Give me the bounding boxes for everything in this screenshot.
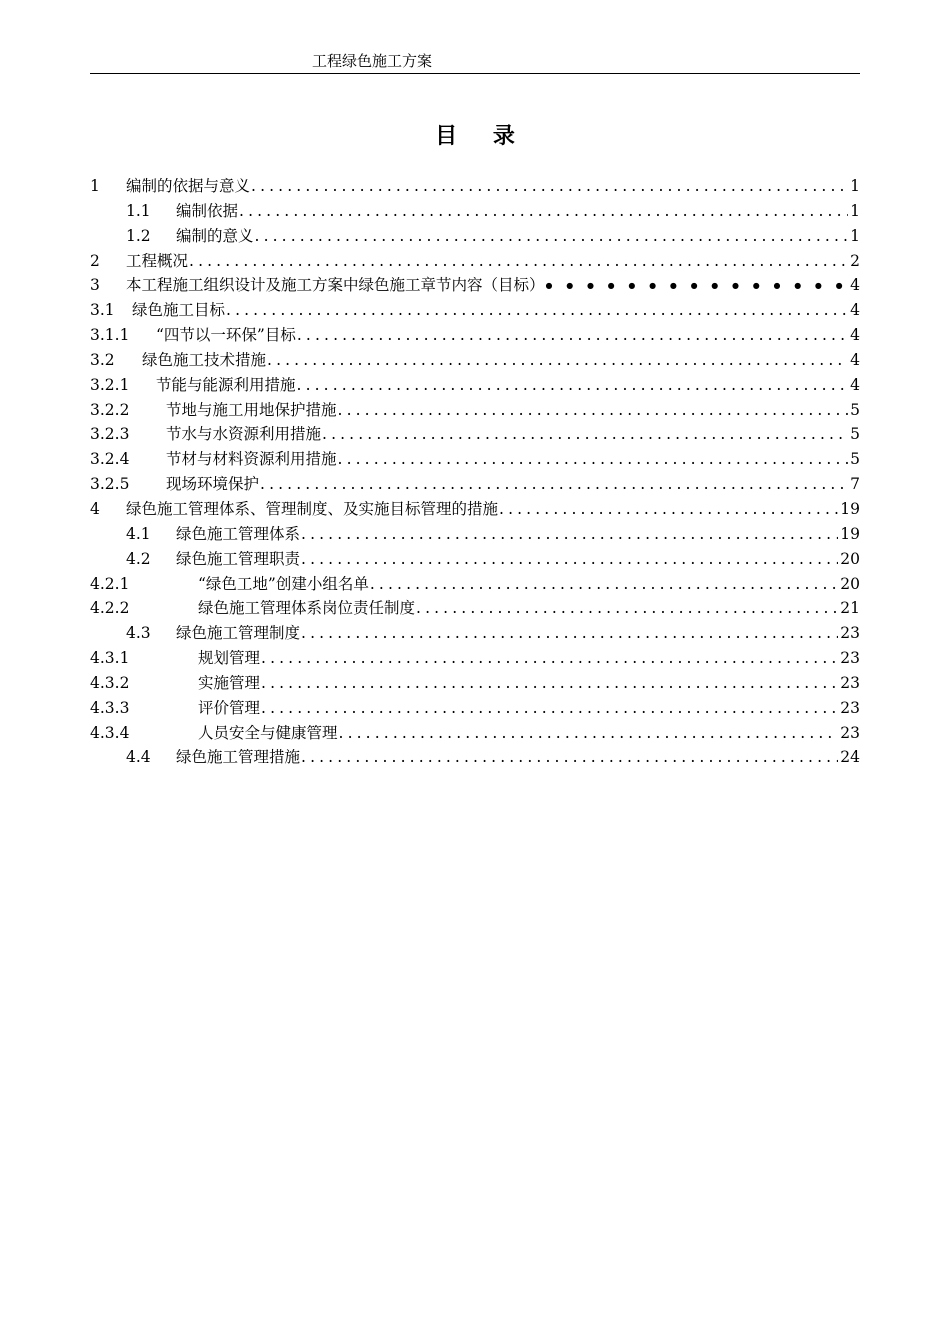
toc-entry-line — [166, 472, 860, 497]
toc-dot-leader — [369, 572, 838, 597]
toc-entry-title: 工程概况 — [126, 249, 188, 274]
toc-entry-line — [126, 273, 860, 298]
toc-dot-leader — [300, 621, 838, 646]
toc-entry-line — [166, 398, 860, 423]
toc-entry-title: 评价管理 — [198, 696, 260, 721]
toc-entry-title: 节水与水资源利用措施 — [166, 422, 321, 447]
toc-dot-leader — [238, 199, 848, 224]
toc-entry-line — [176, 522, 860, 547]
toc-entry-page-number: 5 — [850, 425, 860, 444]
toc-entry-number: 3 — [90, 276, 100, 295]
toc-dot-leader — [254, 224, 849, 249]
toc-entry[interactable] — [90, 646, 860, 671]
toc-entry-line — [176, 547, 860, 572]
toc-dot-leader — [225, 298, 848, 323]
toc-entry[interactable] — [90, 621, 860, 646]
toc-entry-line — [126, 249, 860, 274]
toc-entry-title: 节地与施工用地保护措施 — [166, 398, 337, 423]
toc-entry-number: 4.3.1 — [90, 649, 130, 668]
toc-entry[interactable] — [90, 472, 860, 497]
toc-entry[interactable] — [90, 199, 860, 224]
toc-entry-number: 3.2.2 — [90, 400, 130, 419]
toc-entry-title: 绿色施工管理制度 — [176, 621, 300, 646]
toc-entry[interactable] — [90, 174, 860, 199]
toc-entry-line — [176, 224, 860, 249]
toc-entry[interactable] — [90, 373, 860, 398]
toc-entry[interactable] — [90, 224, 860, 249]
toc-entry-number: 3.1 — [90, 301, 115, 320]
toc-entry-line — [198, 572, 860, 597]
toc-entry-number: 4.2 — [126, 549, 151, 568]
toc-entry-page-number: 23 — [840, 723, 860, 742]
toc-entry-line — [198, 646, 860, 671]
toc-dot-leader — [188, 249, 848, 274]
toc-entry-number: 4.3.4 — [90, 723, 130, 742]
toc-entry-number: 4 — [90, 499, 100, 518]
toc-entry-page-number: 23 — [840, 649, 860, 668]
toc-entry-page-number: 4 — [850, 326, 860, 345]
toc-entry[interactable] — [90, 273, 860, 298]
toc-entry-number: 3.2 — [90, 350, 115, 369]
toc-entry-page-number: 5 — [850, 400, 860, 419]
toc-entry-line — [156, 373, 860, 398]
toc-entry-title: 绿色施工技术措施 — [142, 348, 266, 373]
toc-entry[interactable] — [90, 572, 860, 597]
toc-entry-line — [198, 721, 860, 746]
toc-entry-title: 编制依据 — [176, 199, 238, 224]
toc-entry-page-number: 1 — [850, 201, 860, 220]
toc-entry[interactable] — [90, 596, 860, 621]
toc-entry-page-number: 5 — [850, 450, 860, 469]
toc-entry-page-number: 4 — [850, 301, 860, 320]
toc-entry-number: 3.2.5 — [90, 475, 130, 494]
toc-entry[interactable] — [90, 422, 860, 447]
toc-entry-line — [176, 621, 860, 646]
toc-entry-page-number: 20 — [840, 574, 860, 593]
page-header — [90, 52, 860, 74]
toc-entry-line — [126, 174, 860, 199]
toc-entry-title: 绿色施工管理体系岗位责任制度 — [198, 596, 415, 621]
toc-entry-number: 3.1.1 — [90, 326, 130, 345]
toc-dot-leader — [260, 646, 838, 671]
toc-dot-leader — [498, 497, 838, 522]
toc-dot-leader — [259, 472, 848, 497]
toc-entry-page-number: 20 — [840, 549, 860, 568]
toc-entry[interactable] — [90, 497, 860, 522]
toc-entry[interactable] — [90, 522, 860, 547]
toc-dot-leader — [415, 596, 838, 621]
toc-entry-title: 绿色施工目标 — [132, 298, 225, 323]
toc-entry-title: 绿色施工管理措施 — [176, 745, 300, 770]
toc-dot-leader — [260, 671, 838, 696]
toc-entry-line — [166, 447, 860, 472]
toc-entry[interactable] — [90, 671, 860, 696]
toc-entry-number: 2 — [90, 251, 100, 270]
toc-entry-number: 3.2.3 — [90, 425, 130, 444]
header-title: 工程绿色施工方案 — [312, 52, 433, 70]
toc-entry-title: 规划管理 — [198, 646, 260, 671]
toc-dot-leader — [545, 273, 849, 298]
toc-entry-page-number: 24 — [840, 748, 860, 767]
toc-entry-page-number: 7 — [850, 475, 860, 494]
toc-entry-line — [176, 199, 860, 224]
toc-entry-number: 1 — [90, 177, 100, 195]
toc-dot-leader — [296, 323, 848, 348]
toc-entry-number: 3.2.1 — [90, 375, 130, 394]
toc-entry-page-number: 23 — [840, 673, 860, 692]
toc-entry-title: “绿色工地”创建小组名单 — [198, 572, 369, 597]
toc-entry[interactable] — [90, 721, 860, 746]
toc-entry-title: 本工程施工组织设计及施工方案中绿色施工章节内容（目标） — [126, 273, 545, 298]
toc-entry-page-number: 1 — [850, 177, 860, 195]
toc-entry-title: 现场环境保护 — [166, 472, 259, 497]
toc-entry-page-number: 4 — [850, 375, 860, 394]
toc-entry[interactable] — [90, 696, 860, 721]
toc-entry[interactable] — [90, 547, 860, 572]
toc-entry[interactable] — [90, 348, 860, 373]
toc-dot-leader — [296, 373, 849, 398]
toc-entry-page-number: 19 — [840, 499, 860, 518]
toc-entry-title: 编制的意义 — [176, 224, 254, 249]
toc-entry-number: 4.3.2 — [90, 673, 130, 692]
toc-entry-line — [198, 596, 860, 621]
toc-entry-line — [176, 745, 860, 770]
toc-entry-number: 4.2.1 — [90, 574, 130, 593]
toc-entry[interactable] — [90, 298, 860, 323]
toc-dot-leader — [260, 696, 838, 721]
toc-entry-title: 节材与材料资源利用措施 — [166, 447, 337, 472]
toc-entry-page-number: 23 — [840, 624, 860, 643]
toc-entry-number: 4.2.2 — [90, 599, 130, 618]
toc-entry-number: 1.2 — [126, 226, 151, 245]
toc-entry-page-number: 19 — [840, 524, 860, 543]
toc-entry[interactable] — [90, 323, 860, 348]
toc-entry-page-number: 4 — [850, 276, 860, 295]
toc-entry-title: 节能与能源利用措施 — [156, 373, 296, 398]
toc-entry-number: 4.1 — [126, 524, 151, 543]
toc-entry-number: 4.4 — [126, 748, 151, 767]
toc-entry-page-number: 2 — [850, 251, 860, 270]
toc-entry-number: 1.1 — [126, 201, 151, 220]
toc-entry-title: 编制的依据与意义 — [126, 174, 250, 199]
toc-entry-page-number: 1 — [850, 226, 860, 245]
toc-dot-leader — [337, 398, 849, 423]
toc-dot-leader — [300, 522, 838, 547]
toc-entry-line — [132, 298, 860, 323]
toc-entry-title: 实施管理 — [198, 671, 260, 696]
toc-entry[interactable] — [90, 447, 860, 472]
toc-entry-line — [142, 348, 860, 373]
toc-entry-line — [126, 497, 860, 522]
toc-dot-leader — [266, 348, 848, 373]
toc-entry-title: 绿色施工管理职责 — [176, 547, 300, 572]
toc-entry-line — [156, 323, 860, 348]
toc-entry-page-number: 23 — [840, 698, 860, 717]
toc-entry-title: 绿色施工管理体系 — [176, 522, 300, 547]
toc-dot-leader — [250, 174, 848, 199]
toc-dot-leader — [300, 547, 838, 572]
toc-dot-leader — [300, 745, 838, 770]
toc-dot-leader — [321, 422, 848, 447]
toc-dot-leader — [337, 447, 849, 472]
toc-entry-line — [198, 671, 860, 696]
toc-entry-title: 绿色施工管理体系、管理制度、及实施目标管理的措施 — [126, 497, 498, 522]
toc-title: 目 录 — [435, 123, 529, 149]
toc-entry-number: 3.2.4 — [90, 450, 130, 469]
toc-entry[interactable] — [90, 398, 860, 423]
toc-entry-page-number: 21 — [840, 599, 860, 618]
toc-entry-number: 4.3.3 — [90, 698, 130, 717]
toc-entry-title: “四节以一环保”目标 — [156, 323, 296, 348]
toc-entry[interactable] — [90, 249, 860, 274]
toc-entry-page-number: 4 — [850, 350, 860, 369]
toc-entry-number: 4.3 — [126, 624, 151, 643]
toc-entry-title: 人员安全与健康管理 — [198, 721, 338, 746]
toc-entry[interactable] — [90, 745, 860, 770]
toc-entry-line — [166, 422, 860, 447]
table-of-contents — [90, 174, 860, 770]
toc-entry-line — [198, 696, 860, 721]
toc-dot-leader — [338, 721, 839, 746]
